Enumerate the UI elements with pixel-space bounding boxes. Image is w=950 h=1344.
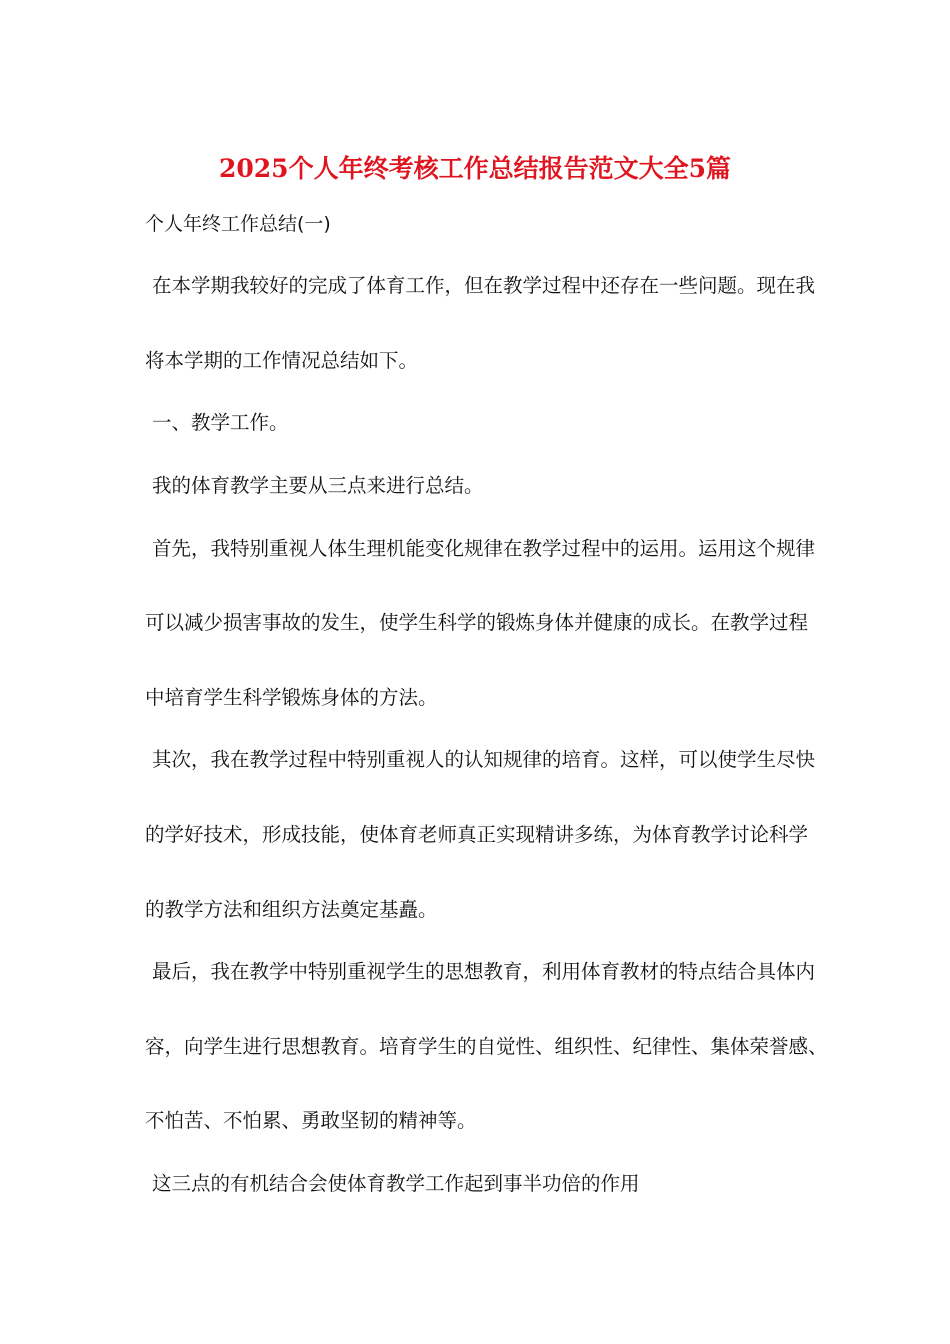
paragraph-line: 可以减少损害事故的发生，使学生科学的锻炼身体并健康的成长。在教学过程: [145, 611, 809, 634]
paragraph-line: 中培育学生科学锻炼身体的方法。: [145, 686, 438, 709]
paragraph-line: 首先，我特别重视人体生理机能变化规律在教学过程中的运用。运用这个规律: [152, 537, 816, 560]
paragraph-line: 这三点的有机结合会使体育教学工作起到事半功倍的作用: [152, 1172, 640, 1195]
paragraph-line: 最后，我在教学中特别重视学生的思想教育，利用体育教材的特点结合具体内: [152, 960, 816, 983]
paragraph-line: 不怕苦、不怕累、勇敢坚韧的精神等。: [145, 1109, 477, 1132]
paragraph-line: 其次，我在教学过程中特别重视人的认知规律的培育。这样，可以使学生尽快: [152, 748, 816, 771]
paragraph-line: 我的体育教学主要从三点来进行总结。: [152, 474, 484, 497]
section-heading: 个人年终工作总结(一): [145, 213, 331, 235]
paragraph-line: 容，向学生进行思想教育。培育学生的自觉性、组织性、纪律性、集体荣誉感、: [145, 1035, 828, 1058]
paragraph-line: 的教学方法和组织方法奠定基矗。: [145, 898, 438, 921]
paragraph-line: 在本学期我较好的完成了体育工作，但在教学过程中还存在一些问题。现在我: [152, 274, 816, 297]
paragraph-line: 的学好技术，形成技能，使体育老师真正实现精讲多练，为体育教学讨论科学: [145, 823, 809, 846]
paragraph-line: 将本学期的工作情况总结如下。: [145, 349, 419, 372]
document-title: 2025个人年终考核工作总结报告范文大全5篇: [219, 154, 731, 183]
paragraph-line: 一、教学工作。: [152, 411, 289, 434]
